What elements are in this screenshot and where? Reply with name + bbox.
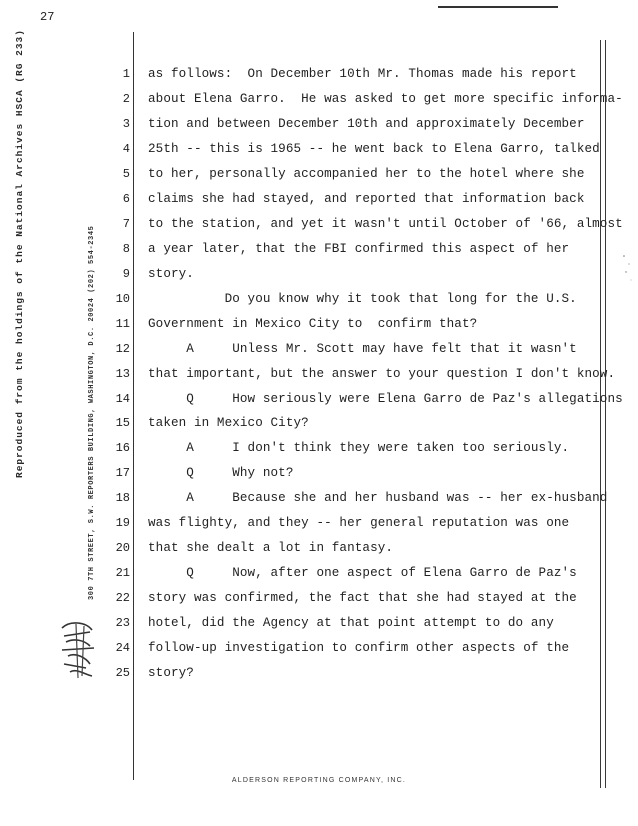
scan-speck-icon: [620, 250, 634, 290]
line-number: 25: [115, 666, 130, 680]
top-scan-mark: [438, 0, 558, 8]
line-number: 12: [115, 342, 130, 356]
line-number: 5: [122, 167, 130, 181]
transcript-line: follow-up investigation to confirm other aspects of the: [148, 641, 570, 655]
transcript-line: to the station, and yet it wasn't until October of '66, almost: [148, 217, 623, 231]
line-number: 7: [122, 217, 130, 231]
line-number: 15: [115, 416, 130, 430]
transcript-line: taken in Mexico City?: [148, 416, 309, 430]
transcript-line: about Elena Garro. He was asked to get more specific informa-: [148, 92, 623, 106]
transcript-line: claims she had stayed, and reported that information back: [148, 192, 585, 206]
line-number: 24: [115, 641, 130, 655]
line-number: 22: [115, 591, 130, 605]
transcript-line: story.: [148, 267, 194, 281]
line-number: 13: [115, 367, 130, 381]
line-number: 20: [115, 541, 130, 555]
line-number: 14: [115, 392, 130, 406]
transcript-line: A Unless Mr. Scott may have felt that it wasn't: [148, 342, 577, 356]
line-number: 16: [115, 441, 130, 455]
transcript-line: that important, but the answer to your question I don't know.: [148, 367, 616, 381]
transcript-line: 25th -- this is 1965 -- he went back to Elena Garro, talked: [148, 142, 600, 156]
transcript-line: as follows: On December 10th Mr. Thomas made his report: [148, 67, 577, 81]
transcript-line: story was confirmed, the fact that she had stayed at the: [148, 591, 577, 605]
line-number: 21: [115, 566, 130, 580]
line-number: 17: [115, 466, 130, 480]
line-number: 2: [122, 92, 130, 106]
line-number: 3: [122, 117, 130, 131]
transcript-line: hotel, did the Agency at that point attempt to do any: [148, 616, 554, 630]
line-number: 8: [122, 242, 130, 256]
transcript-line: Government in Mexico City to confirm that?: [148, 317, 478, 331]
left-margin-rule: [133, 32, 134, 780]
line-number: 1: [122, 67, 130, 81]
line-number: 19: [115, 516, 130, 530]
page-number: 27: [40, 10, 55, 24]
reporting-company-footer: ALDERSON REPORTING COMPANY, INC.: [231, 777, 407, 784]
transcript-line: was flighty, and they -- her general reputation was one: [148, 516, 570, 530]
transcript-line: Q Why not?: [148, 466, 294, 480]
line-number: 6: [122, 192, 130, 206]
transcript-line: a year later, that the FBI confirmed this aspect of her: [148, 242, 570, 256]
right-margin-rule-outer: [605, 40, 606, 788]
right-margin-rule: [600, 40, 601, 788]
transcript-line: to her, personally accompanied her to the hotel where she: [148, 167, 585, 181]
transcript-line: tion and between December 10th and approximately December: [148, 117, 585, 131]
transcript-line: Do you know why it took that long for the U.S.: [148, 292, 577, 306]
reporter-address-side-note: 300 7TH STREET, S.W. REPORTERS BUILDING, WASHINGTON, D.C. 20024 (202) 554-2345: [88, 225, 96, 600]
line-number: 4: [122, 142, 130, 156]
line-number: 23: [115, 616, 130, 630]
transcript-line: story?: [148, 666, 194, 680]
transcript-line: A Because she and her husband was -- her ex-husband: [148, 491, 608, 505]
archive-stamp-icon: [56, 618, 100, 682]
archive-side-note: Reproduced from the holdings of the National Archives HSCA (RG 233): [14, 29, 25, 478]
line-number: 11: [115, 317, 130, 331]
transcript-line: A I don't think they were taken too seriously.: [148, 441, 570, 455]
transcript-line: Q Now, after one aspect of Elena Garro de Paz's: [148, 566, 577, 580]
line-number: 18: [115, 491, 130, 505]
line-number: 10: [115, 292, 130, 306]
transcript-line: that she dealt a lot in fantasy.: [148, 541, 394, 555]
transcript-line: Q How seriously were Elena Garro de Paz's allegations: [148, 392, 623, 406]
line-number: 9: [122, 267, 130, 281]
